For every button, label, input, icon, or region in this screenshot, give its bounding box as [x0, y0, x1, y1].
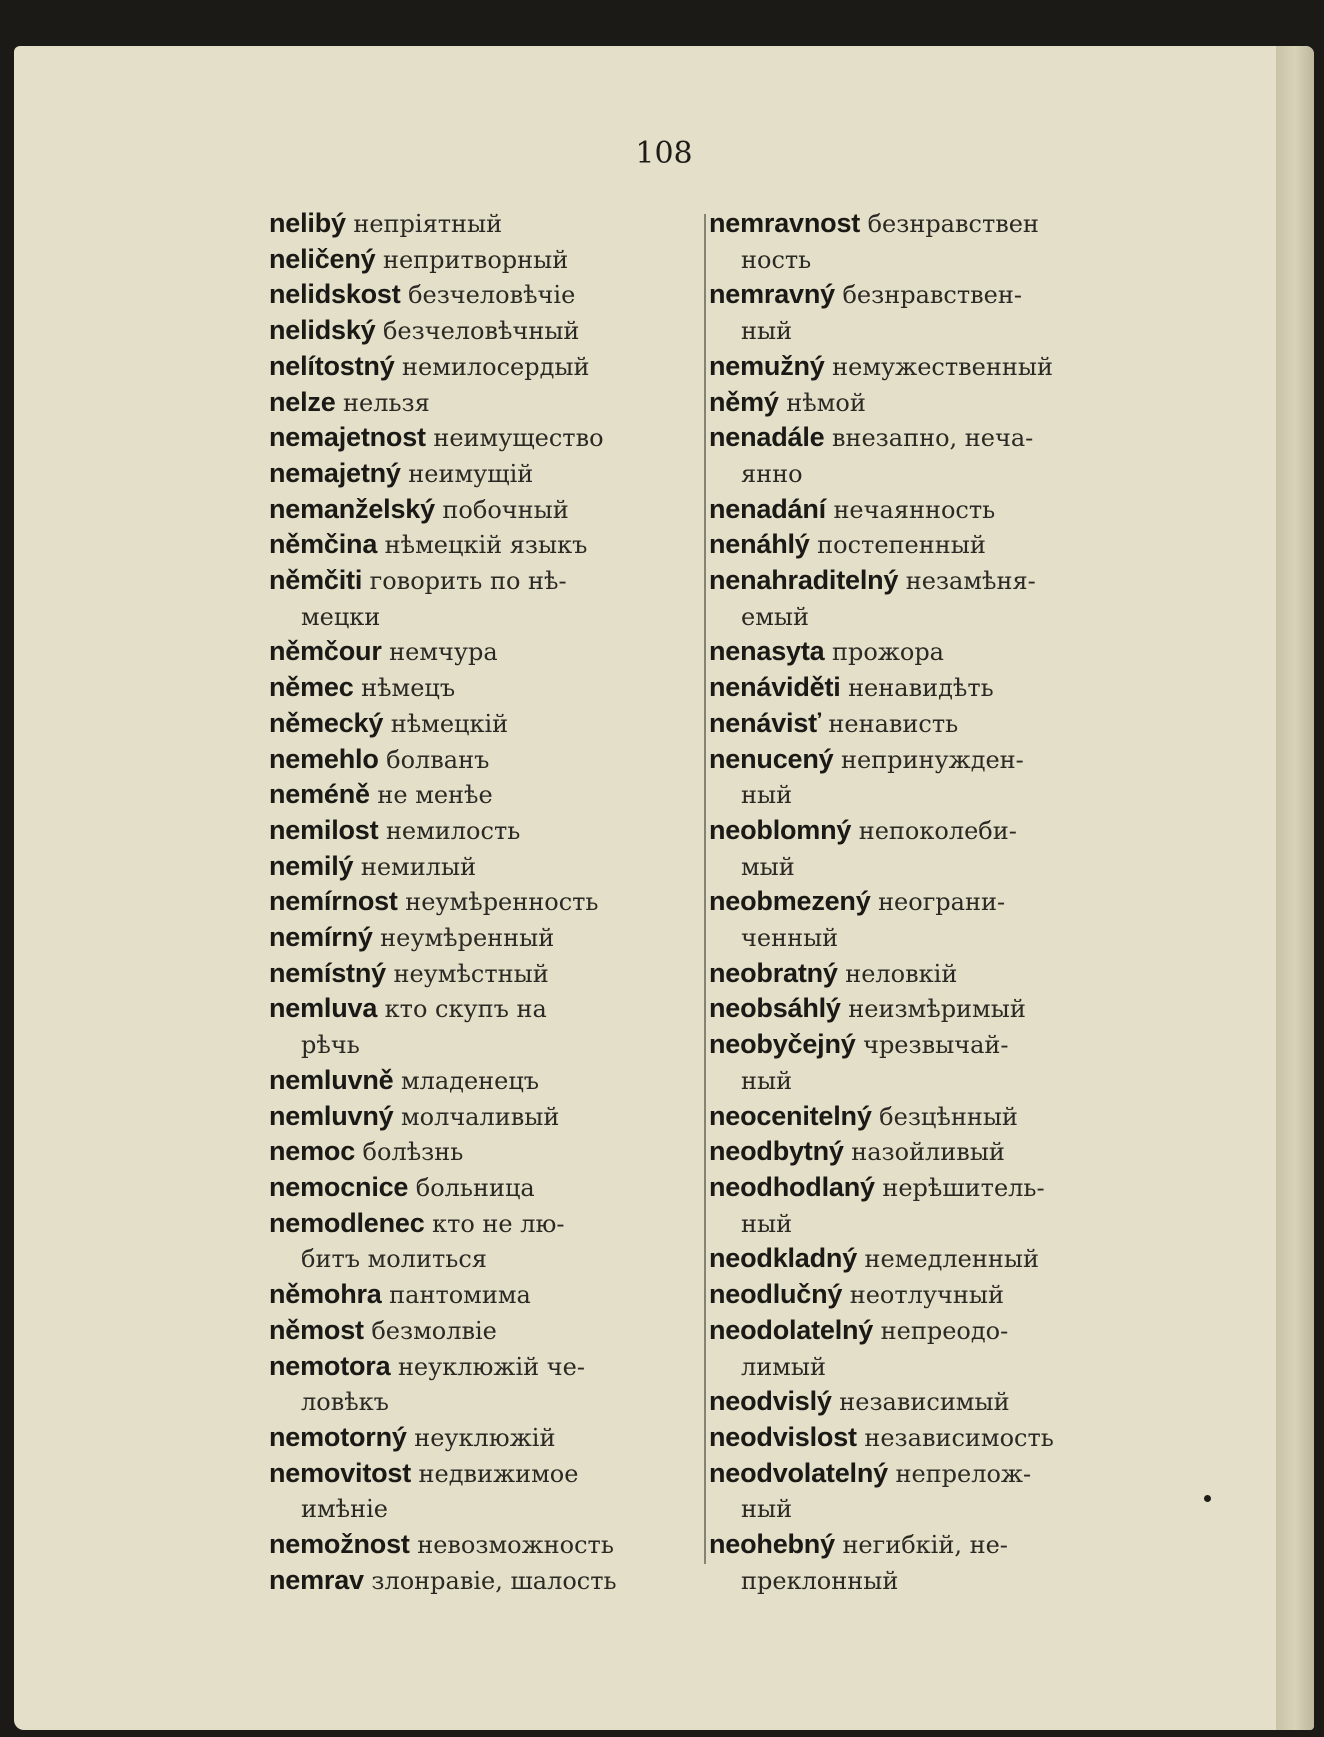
- dictionary-entry: [709, 849, 1144, 885]
- translation: янно: [741, 459, 803, 488]
- dictionary-entry: [709, 1027, 1144, 1063]
- dictionary-entry: [709, 242, 1144, 278]
- dictionary-entry: [269, 1313, 699, 1349]
- headword: nemotorný: [269, 1421, 407, 1452]
- translation: непрелож-: [895, 1459, 1032, 1488]
- headword: nemluvně: [269, 1064, 394, 1095]
- dictionary-entry: [269, 849, 699, 885]
- dictionary-entry: [709, 385, 1144, 421]
- dictionary-entry: [269, 1384, 699, 1420]
- translation: болѣзнь: [362, 1138, 464, 1167]
- headword: nemilý: [269, 850, 354, 881]
- translation: битъ молиться: [301, 1245, 487, 1274]
- dictionary-entry: [709, 777, 1144, 813]
- translation: ный: [741, 781, 793, 810]
- headword: nelibý: [269, 208, 346, 238]
- headword: neodvislý: [709, 1386, 832, 1417]
- translation: нѣмецъ: [361, 674, 456, 703]
- headword: němčour: [269, 636, 382, 667]
- dictionary-entry: [709, 1134, 1144, 1170]
- translation: непоколеби-: [858, 816, 1017, 845]
- translation: непреодо-: [880, 1316, 1009, 1345]
- headword: německý: [269, 707, 384, 738]
- headword: nelidský: [269, 315, 376, 346]
- headword: nemoc: [269, 1136, 356, 1167]
- dictionary-entry: [269, 1349, 699, 1385]
- dictionary-entry: [269, 670, 699, 706]
- dictionary-entry: [269, 1277, 699, 1313]
- headword: nemotora: [269, 1350, 391, 1381]
- headword: neličený: [269, 243, 376, 274]
- translation: невозможность: [417, 1531, 614, 1560]
- translation: неумѣренный: [380, 924, 555, 953]
- translation: немчура: [389, 638, 498, 667]
- translation: ловѣкъ: [301, 1388, 389, 1417]
- dictionary-entry: [709, 742, 1144, 778]
- dictionary-entry: [269, 349, 699, 385]
- translation: внезапно, неча-: [831, 424, 1034, 453]
- dictionary-entry: [709, 456, 1144, 492]
- headword: nelidskost: [269, 279, 401, 310]
- dictionary-entry: [709, 920, 1144, 956]
- headword: nemajetnost: [269, 422, 426, 453]
- translation: прожора: [831, 638, 944, 667]
- translation: безнравствен: [867, 210, 1039, 238]
- translation: неловкій: [845, 959, 958, 988]
- translation: нельзя: [343, 388, 430, 417]
- dictionary-entry: [269, 206, 699, 242]
- translation: постепенный: [817, 531, 986, 560]
- translation: нечаянность: [833, 495, 996, 524]
- headword: nenávisť: [709, 707, 821, 738]
- headword: neobsáhlý: [709, 993, 841, 1024]
- headword: nemodlenec: [269, 1207, 425, 1238]
- dictionary-entry: [269, 492, 699, 528]
- dictionary-entry: [269, 1456, 699, 1492]
- headword: němý: [709, 386, 779, 417]
- dictionary-entry: [709, 1063, 1144, 1099]
- left-column: [269, 206, 699, 1598]
- dictionary-entry: [269, 1027, 699, 1063]
- dictionary-entry: [709, 1277, 1144, 1313]
- translation: мый: [741, 852, 795, 881]
- headword: nemužný: [709, 350, 825, 381]
- translation: ность: [741, 245, 812, 274]
- dictionary-entry: [709, 1527, 1144, 1563]
- dictionary-entry: [269, 920, 699, 956]
- headword: nemanželský: [269, 493, 435, 524]
- dictionary-entry: [269, 884, 699, 920]
- dictionary-entry: [709, 1241, 1144, 1277]
- translation: неимущество: [433, 424, 604, 453]
- translation: емый: [741, 602, 809, 631]
- headword: němost: [269, 1314, 364, 1345]
- translation: нѣмецкій языкъ: [384, 531, 588, 560]
- headword: neoblomný: [709, 814, 852, 845]
- dictionary-entry: [709, 420, 1144, 456]
- dictionary-entry: [269, 1063, 699, 1099]
- translation: болванъ: [386, 745, 490, 774]
- translation: неограни-: [878, 888, 1006, 917]
- translation: непріятный: [353, 210, 503, 238]
- translation: непринужден-: [840, 745, 1024, 774]
- dictionary-entry: [709, 670, 1144, 706]
- dictionary-entry: [709, 277, 1144, 313]
- translation: ный: [741, 1066, 793, 1095]
- translation: неуклюжій че-: [397, 1352, 585, 1381]
- dictionary-entry: [269, 563, 699, 599]
- translation: лимый: [741, 1352, 827, 1381]
- translation: имѣніе: [301, 1495, 389, 1524]
- headword: neobmezený: [709, 886, 871, 917]
- translation: злонравіе, шалость: [371, 1566, 617, 1595]
- book-page: [14, 46, 1314, 1730]
- dictionary-entry: [709, 634, 1144, 670]
- dictionary-entry: [269, 1527, 699, 1563]
- dictionary-entry: [709, 1349, 1144, 1385]
- dictionary-entry: [269, 1491, 699, 1527]
- translation: немилость: [385, 816, 521, 845]
- headword: nemrav: [269, 1564, 364, 1595]
- dictionary-entry: [709, 1384, 1144, 1420]
- dictionary-entry: [269, 420, 699, 456]
- dictionary-entry: [709, 1313, 1144, 1349]
- dictionary-entry: [269, 456, 699, 492]
- dictionary-entry: [709, 563, 1144, 599]
- headword: nemocnice: [269, 1171, 409, 1202]
- translation: пантомима: [389, 1281, 531, 1310]
- translation: ченный: [741, 924, 839, 953]
- headword: neodlučný: [709, 1279, 843, 1310]
- translation: неотлучный: [849, 1281, 1004, 1310]
- headword: němohra: [269, 1279, 382, 1310]
- headword: nenucený: [709, 743, 834, 774]
- headword: nemírný: [269, 922, 373, 953]
- translation: неимущій: [408, 459, 534, 488]
- translation: нѣмецкій: [390, 709, 509, 738]
- dictionary-entry: [709, 599, 1144, 635]
- translation: независимый: [839, 1388, 1010, 1417]
- translation: мецки: [301, 602, 381, 631]
- headword: nemilost: [269, 814, 379, 845]
- right-column: [709, 206, 1144, 1598]
- dictionary-entry: [709, 1491, 1144, 1527]
- translation: безцѣнный: [879, 1102, 1018, 1131]
- headword: nelítostný: [269, 350, 395, 381]
- translation: говорить по нѣ-: [369, 567, 567, 596]
- dictionary-entry: [269, 1170, 699, 1206]
- headword: nemravný: [709, 279, 835, 310]
- dictionary-entry: [709, 1563, 1144, 1599]
- translation: безмолвіе: [371, 1316, 497, 1345]
- translation: ненависть: [828, 709, 959, 738]
- translation: немедленный: [864, 1245, 1039, 1274]
- translation: ный: [741, 1495, 793, 1524]
- translation: нѣмой: [786, 388, 866, 417]
- headword: nelze: [269, 386, 336, 417]
- headword: neocenitelný: [709, 1100, 872, 1131]
- translation: неумѣренность: [405, 888, 599, 917]
- page-number: 108: [635, 136, 693, 171]
- headword: neodkladný: [709, 1243, 858, 1274]
- headword: neodbytný: [709, 1136, 844, 1167]
- dictionary-entry: [269, 277, 699, 313]
- dictionary-entry: [269, 1563, 699, 1599]
- ink-dot: [1204, 1495, 1211, 1502]
- translation: немилосердый: [402, 352, 590, 381]
- headword: neodolatelný: [709, 1314, 874, 1345]
- headword: nemírnost: [269, 886, 398, 917]
- dictionary-entry: [269, 1099, 699, 1135]
- dictionary-entry: [709, 1206, 1144, 1242]
- translation: ный: [741, 1209, 793, 1238]
- next-page-edge: [1276, 46, 1314, 1730]
- headword: neodvislost: [709, 1421, 857, 1452]
- translation: немужественный: [832, 352, 1053, 381]
- dictionary-entry: [269, 634, 699, 670]
- dictionary-entry: [709, 1170, 1144, 1206]
- translation: непритворный: [382, 245, 569, 274]
- headword: nemovitost: [269, 1457, 412, 1488]
- dictionary-entry: [269, 813, 699, 849]
- dictionary-entry: [709, 1099, 1144, 1135]
- headword: neobratný: [709, 957, 838, 988]
- translation: немилый: [360, 852, 477, 881]
- translation: ный: [741, 317, 793, 346]
- headword: nenasyta: [709, 636, 825, 667]
- translation: кто не лю-: [432, 1209, 565, 1238]
- headword: nemluvný: [269, 1100, 394, 1131]
- headword: neodvolatelný: [709, 1457, 888, 1488]
- headword: neobyčejný: [709, 1029, 856, 1060]
- dictionary-entry: [269, 385, 699, 421]
- translation: больница: [415, 1173, 535, 1202]
- translation: кто скупъ на: [384, 995, 547, 1024]
- translation: незамѣня-: [905, 567, 1036, 596]
- translation: рѣчь: [301, 1031, 360, 1060]
- dictionary-entry: [269, 313, 699, 349]
- headword: neohebný: [709, 1529, 835, 1560]
- dictionary-entry: [709, 527, 1144, 563]
- translation: нерѣшитель-: [882, 1173, 1045, 1202]
- headword: nenadále: [709, 422, 825, 453]
- translation: негибкій, не-: [842, 1531, 1008, 1560]
- translation: ненавидѣть: [848, 674, 994, 703]
- dictionary-entry: [269, 1134, 699, 1170]
- headword: němčiti: [269, 565, 363, 596]
- dictionary-entry: [269, 242, 699, 278]
- translation: преклонный: [741, 1566, 899, 1595]
- translation: назойливый: [851, 1138, 1005, 1167]
- translation: молчаливый: [400, 1102, 560, 1131]
- headword: nemravnost: [709, 208, 861, 238]
- headword: nemehlo: [269, 743, 379, 774]
- dictionary-entry: [709, 1456, 1144, 1492]
- dictionary-entry: [709, 884, 1144, 920]
- translation: неуклюжій: [414, 1423, 556, 1452]
- dictionary-entry: [709, 956, 1144, 992]
- translation: младенецъ: [400, 1066, 540, 1095]
- translation: не менѣе: [377, 781, 493, 810]
- column-divider: [704, 214, 706, 1564]
- dictionary-entry: [709, 492, 1144, 528]
- headword: nenáhlý: [709, 529, 810, 560]
- translation: неизмѣримый: [848, 995, 1026, 1024]
- translation: безнравствен-: [842, 281, 1022, 310]
- headword: neméně: [269, 779, 370, 810]
- dictionary-entry: [269, 1241, 699, 1277]
- dictionary-entry: [269, 742, 699, 778]
- headword: nemístný: [269, 957, 386, 988]
- dictionary-entry: [269, 777, 699, 813]
- dictionary-entry: [709, 991, 1144, 1027]
- translation: независимость: [864, 1423, 1054, 1452]
- dictionary-entry: [269, 527, 699, 563]
- dictionary-entry: [709, 706, 1144, 742]
- dictionary-entry: [709, 313, 1144, 349]
- translation: чрезвычай-: [863, 1031, 1009, 1060]
- dictionary-entry: [269, 1206, 699, 1242]
- dictionary-entry: [269, 706, 699, 742]
- headword: nenahraditelný: [709, 565, 899, 596]
- dictionary-entry: [269, 599, 699, 635]
- translation: побочный: [442, 495, 569, 524]
- dictionary-entry: [709, 813, 1144, 849]
- translation: безчеловѣчный: [382, 317, 580, 346]
- headword: nenadání: [709, 493, 826, 524]
- translation: безчеловѣчіе: [408, 281, 576, 310]
- headword: nenáviděti: [709, 672, 841, 703]
- dictionary-entry: [269, 991, 699, 1027]
- headword: nemluva: [269, 993, 378, 1024]
- headword: němec: [269, 672, 354, 703]
- headword: neodhodlaný: [709, 1171, 875, 1202]
- dictionary-entry: [269, 956, 699, 992]
- dictionary-entry: [709, 1420, 1144, 1456]
- headword: nemajetný: [269, 457, 401, 488]
- dictionary-entry: [709, 206, 1144, 242]
- translation: неумѣстный: [393, 959, 549, 988]
- headword: nemožnost: [269, 1529, 410, 1560]
- translation: недвижимое: [418, 1459, 579, 1488]
- headword: němčina: [269, 529, 378, 560]
- dictionary-entry: [269, 1420, 699, 1456]
- dictionary-entry: [709, 349, 1144, 385]
